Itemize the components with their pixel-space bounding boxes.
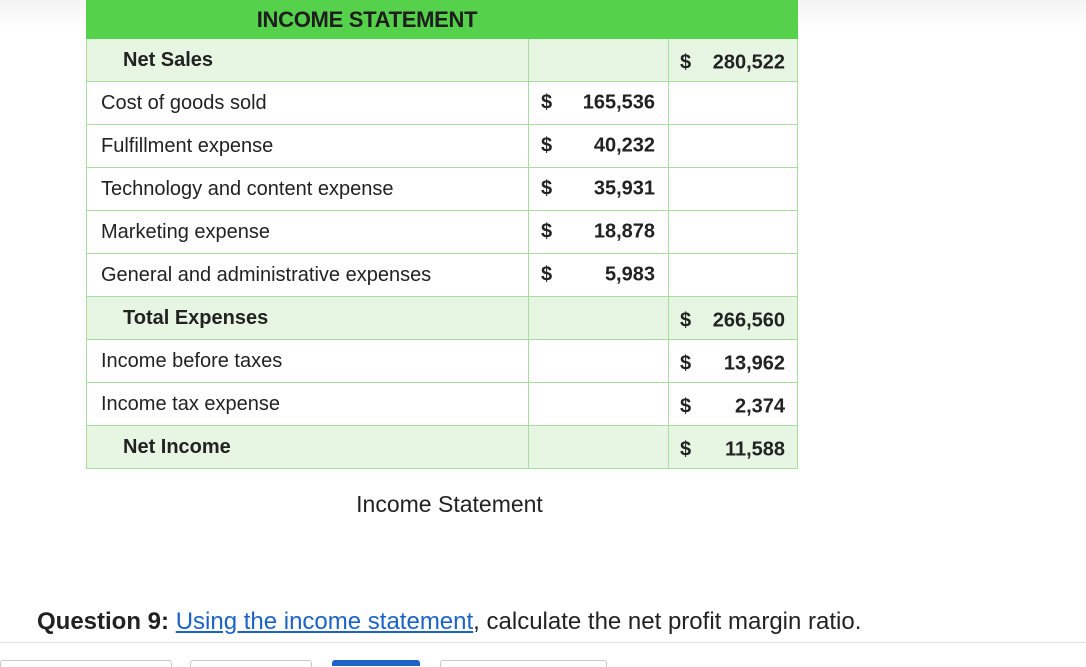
total-amount-cell (669, 168, 798, 211)
table-caption: Income Statement (356, 491, 543, 517)
total-amount-cell (669, 254, 798, 297)
currency-symbol: $ (541, 220, 553, 243)
total-value: 280,522 (712, 51, 786, 74)
table-row-general-admin-expenses (87, 254, 798, 297)
question-text (37, 608, 861, 636)
currency-symbol: $ (541, 263, 553, 286)
table-row-cost-of-goods-sold (87, 82, 798, 125)
row-label: Marketing expense (87, 211, 529, 254)
total-value: 266,560 (712, 309, 786, 332)
detail-value: 35,931 (593, 177, 655, 200)
currency-symbol: $ (541, 91, 553, 114)
total-value: 2,374 (734, 395, 786, 418)
detail-value: 18,878 (593, 220, 655, 243)
table-title-row (87, 1, 798, 39)
income-statement-table (86, 0, 798, 469)
row-label: Cost of goods sold (87, 82, 529, 125)
detail-amount-cell (529, 39, 669, 82)
row-label: Technology and content expense (87, 168, 529, 211)
row-label: Net Income (87, 426, 529, 469)
currency-symbol: $ (541, 134, 553, 157)
total-amount-cell (669, 383, 798, 426)
question-number: Question 9: (37, 608, 170, 635)
table-row-net-income (87, 426, 798, 469)
row-label: General and administrative expenses (87, 254, 529, 297)
table-row-income-before-taxes (87, 340, 798, 383)
total-amount-cell (669, 82, 798, 125)
table-row-technology-content-expense (87, 168, 798, 211)
bottom-tab-active[interactable] (332, 660, 420, 666)
row-label: Net Sales (87, 39, 529, 82)
detail-amount-cell (529, 82, 669, 125)
row-label: Income before taxes (87, 340, 529, 383)
table-row-income-tax-expense (87, 383, 798, 426)
currency-symbol: $ (680, 438, 692, 461)
row-label: Income tax expense (87, 383, 529, 426)
divider (0, 642, 1086, 643)
total-amount-cell (669, 340, 798, 383)
table-row-net-sales (87, 39, 798, 82)
row-label: Total Expenses (87, 297, 529, 340)
detail-amount-cell (529, 211, 669, 254)
table-row-total-expenses (87, 297, 798, 340)
detail-amount-cell (529, 426, 669, 469)
total-amount-cell (669, 426, 798, 469)
total-amount-cell (669, 297, 798, 340)
currency-symbol: $ (680, 352, 692, 375)
table-row-fulfillment-expense (87, 125, 798, 168)
detail-amount-cell (529, 297, 669, 340)
currency-symbol: $ (541, 177, 553, 200)
detail-amount-cell (529, 168, 669, 211)
detail-amount-cell (529, 254, 669, 297)
total-amount-cell (669, 211, 798, 254)
total-amount-cell (669, 125, 798, 168)
detail-value: 5,983 (604, 263, 655, 286)
income-statement-link[interactable]: Using the income statement (175, 608, 474, 635)
table-title: INCOME STATEMENT (87, 1, 798, 39)
detail-amount-cell (529, 125, 669, 168)
table-row-marketing-expense (87, 211, 798, 254)
currency-symbol: $ (680, 395, 692, 418)
total-value: 11,588 (724, 438, 786, 461)
row-label: Fulfillment expense (87, 125, 529, 168)
total-value: 13,962 (723, 352, 786, 375)
detail-value: 40,232 (593, 134, 655, 157)
currency-symbol: $ (680, 51, 692, 74)
detail-amount-cell (529, 383, 669, 426)
total-amount-cell (669, 39, 798, 82)
detail-value: 165,536 (582, 91, 655, 114)
detail-amount-cell (529, 340, 669, 383)
currency-symbol: $ (680, 309, 692, 332)
question-body: , calculate the net profit margin ratio. (473, 608, 862, 635)
